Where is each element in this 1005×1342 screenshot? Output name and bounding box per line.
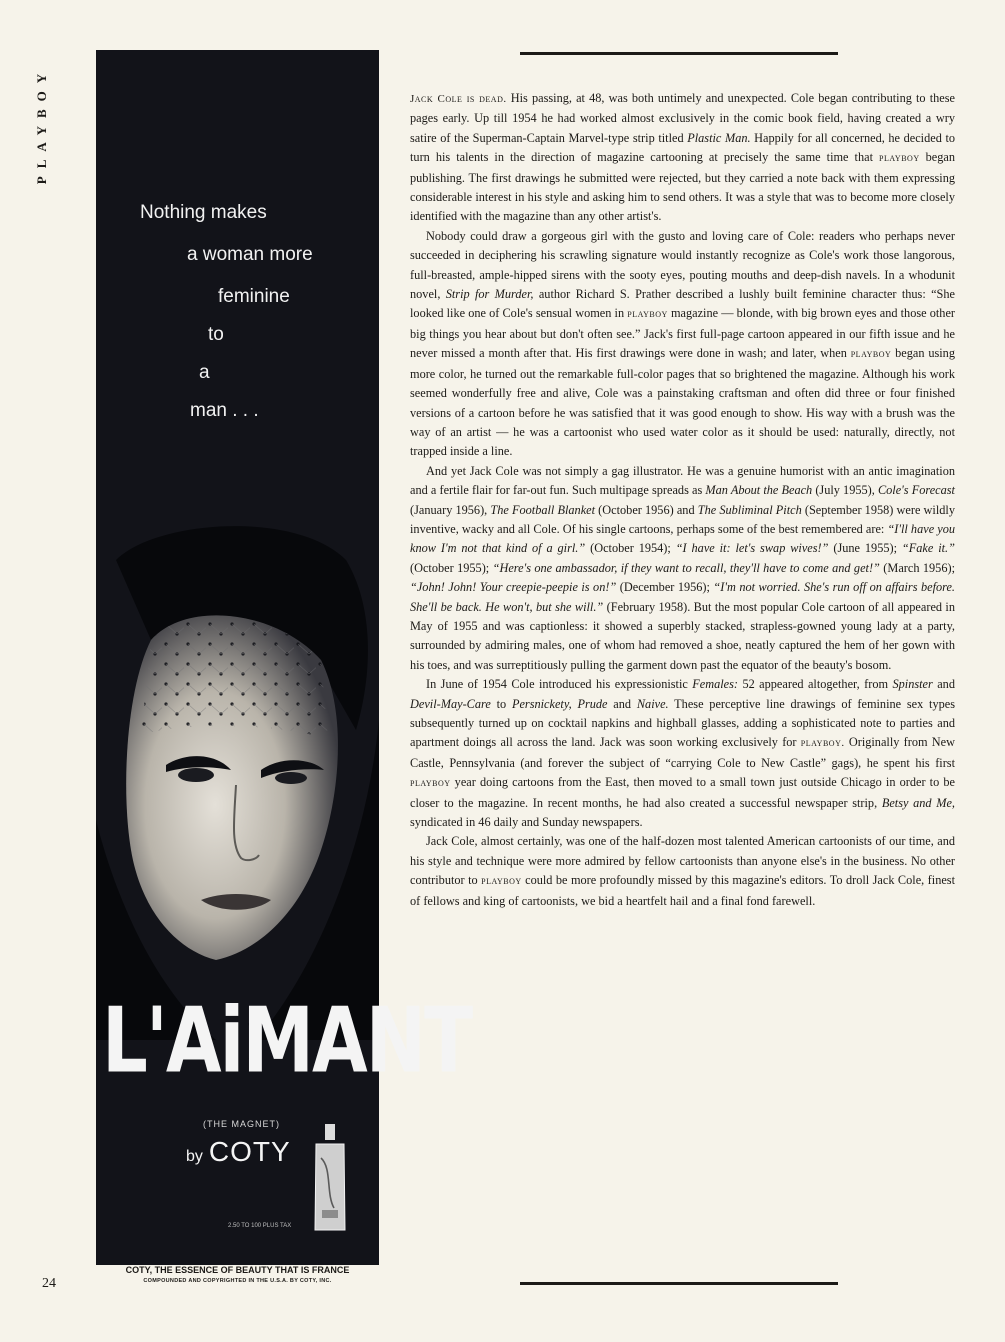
paragraph [410,462,955,675]
text: These perceptive line drawings of feminine sex types subsequently turned up on cocktail napkins and highball glasses, adding a sophisticated note to parties and apartment doings all across the land. Jack was soon working exclusively for [410,696,955,750]
title-ref: Plastic Man. [687,130,751,145]
brand-logo-laimant: L'AiMANT [102,987,472,1093]
title-ref: Strip for Murder, [445,287,534,302]
ad-headline-line: a [199,362,210,383]
title-ref: Naive. [636,696,669,711]
cartoon-caption-quote: “Here's one ambassador, if they want to recall, they'll have to come and get!” [492,560,880,575]
paragraph [410,832,955,911]
text: Happily for all concerned, he decided to turn his talents in the direction of magazine cartooning at precisely the same time that [410,130,956,165]
by-label: by [186,1148,203,1165]
magazine-vertical-text: PLAYBOY [34,65,49,185]
title-ref: Man About the Beach [705,483,813,498]
magazine-ref: playboy [481,875,522,888]
ad-headline-line: feminine [218,286,290,307]
text: magazine — blonde, with big brown eyes and those other big things you hear about but don't often see.” Jack's first full-page cartoon appeared in our fifth issue and he never missed a month after that. His first drawings were done in wash; and later, when [410,306,955,361]
ad-caption [96,1265,379,1284]
cartoon-caption-quote: “I have it: let's swap wives!” [675,541,829,556]
cartoon-caption-quote: “Fake it.” [901,541,955,556]
text: syndicated in 46 daily and Sunday newspapers. [410,815,643,830]
text: Nobody could draw a gorgeous girl with the gusto and loving care of Cole: readers who perhaps never succeeded in deciphering his scrawling signature would instantly recognize as Cole's work those langorous, full-breasted, ample-hipped sirens with the sooty eyes, pouting mouths and deep-dish navels. In a whodunit novel, [410,228,955,302]
text: and [607,696,637,711]
magazine-vertical-title [22,45,62,205]
text: Originally from New Castle, Pennsylvania (and forever the subject of “carrying Cole to New Castle” gags), he spent his first [410,735,956,770]
cartoon-caption-quote: “I'll have you know I'm not that kind of a girl.” [410,521,955,556]
magazine-ref: playboy [879,152,920,165]
text: (September 1958) were wildly inventive, wacky and all Cole. Of his single cartoons, perhaps some of the best remembered are: [410,502,955,536]
text: began using more color, he turned out the remarkable full-color pages that so brightened the magazine. Although his work seemed wonderfully free and alive, Cole was a painstaking craftsman and often did three or four finished versions of a cartoon before he was satisfied that it was good enough to show. His way with a brush was the way of an artist — he was a cartoonist who used water color as it should be used: naturally, directly, not trapped inside a line. [410,346,955,459]
text: And yet Jack Cole was not simply a gag illustrator. He was a genuine humorist with an antic imagination and a fertile flair for far-out fun. Such multipage spreads as [410,463,955,498]
ad-headline [96,198,379,478]
paragraph [410,89,955,227]
title-ref: Females: [692,677,739,692]
title-ref: Cole's Forecast [877,483,955,498]
magazine-ref: playboy [627,308,668,321]
paragraph [410,227,955,462]
brand-subtitle: (THE MAGNET) [203,1119,280,1129]
price-note: 2.50 TO 100 PLUS TAX [228,1223,292,1229]
text: (December 1956); [616,580,714,595]
title-ref: The Subliminal Pitch [697,502,802,517]
text: In June of 1954 Cole introduced his expressionistic [426,677,693,692]
paragraph [410,675,955,832]
text: and [932,677,955,692]
article-jack-cole-obituary [410,89,955,911]
ad-caption-line1: COTY, THE ESSENCE OF BEAUTY THAT IS FRANCE [125,1265,350,1275]
text: (February 1958). But the most popular Cole cartoon of all appeared in May of 1955 and was captionless: it showed a superbly stacked, strapless-gowned young lady at a party, surrounded by admiring males, one of whom had removed a shoe, neatly captured the hem of her gown with his toes, and was surreptitiously pulling the garment down past the equator of the beauty's bosom. [410,599,956,672]
text: (October 1954); [585,541,676,556]
title-ref: Persnickety, Prude [511,696,608,711]
perfume-bottle-illustration [312,1124,348,1234]
title-ref: The Football Blanket [490,502,596,517]
maker-line [186,1136,291,1168]
text: year doing cartoons from the East, then moved to a small town just outside Chicago in order to be closer to the magazine. In recent months, he had also created a successful newspaper strip, [410,775,955,810]
text: began publishing. The first drawings he submitted were rejected, but they carried a note back with them expressing considerable interest in his style and asking him to send others. It was a style that was to become more closely identified with the magazine than any other artist's. [410,150,956,224]
ad-headline-line: Nothing makes [140,202,267,223]
text: (March 1956); [879,560,955,575]
ad-headline-line: man . . . [190,400,259,421]
text: to [490,696,512,711]
text: (January 1956), [410,502,491,517]
text: (October 1956) and [595,502,698,517]
text: His passing, at 48, was both untimely and unexpected. Cole began contributing to these pages early. Up till 1954 he had worked almost exclusively in the comic book field, having created a wry satire of the Superman-Captain Marvel-type strip titled [410,91,955,145]
text: Jack Cole, almost certainly, was one of the half-dozen most talented American cartoonists of our time, and his style and technique were more admired by fellow cartoonists than anyone else's in the business. No other contributor to [410,834,955,888]
text: could be more profoundly missed by this magazine's editors. To droll Jack Cole, finest of fellows and king of cartoonists, we bid a heartfelt hail and a final fond farewell. [410,873,956,908]
page-number: 24 [42,1276,56,1291]
text: 52 appeared altogether, from [738,677,893,692]
bottom-rule [520,1282,838,1285]
woman-portrait-illustration [96,520,379,1040]
title-ref: Devil-May-Care [410,696,491,711]
ad-caption-line2: COMPOUNDED AND COPYRIGHTED IN THE U.S.A. BY COTY, INC. [143,1278,332,1284]
title-ref: Spinster [892,677,933,692]
lead-in: Jack Cole is dead. [410,93,507,105]
magazine-ref: playboy [850,348,892,361]
ad-headline-line: to [208,324,224,345]
magazine-ref: playboy. [800,737,845,750]
text: (June 1955); [828,541,902,556]
title-ref: Betsy and Me, [881,795,956,810]
ad-headline-line: a woman more [187,244,313,265]
text: author Richard S. Prather described a lushly built feminine character thus: “She looked like one of Cole's sensual women in [410,287,955,321]
top-rule [520,52,838,55]
text: (October 1955); [410,560,493,575]
cartoon-caption-quote: “John! John! Your creepie-peepie is on!” [410,580,617,595]
magazine-ref: playboy [410,777,451,790]
text: (July 1955), [812,483,878,498]
cartoon-caption-quote: “I'm not worried. She's run off on affairs before. She'll be back. He won't, but she will.” [410,580,955,614]
maker-name: COTY [208,1136,291,1167]
